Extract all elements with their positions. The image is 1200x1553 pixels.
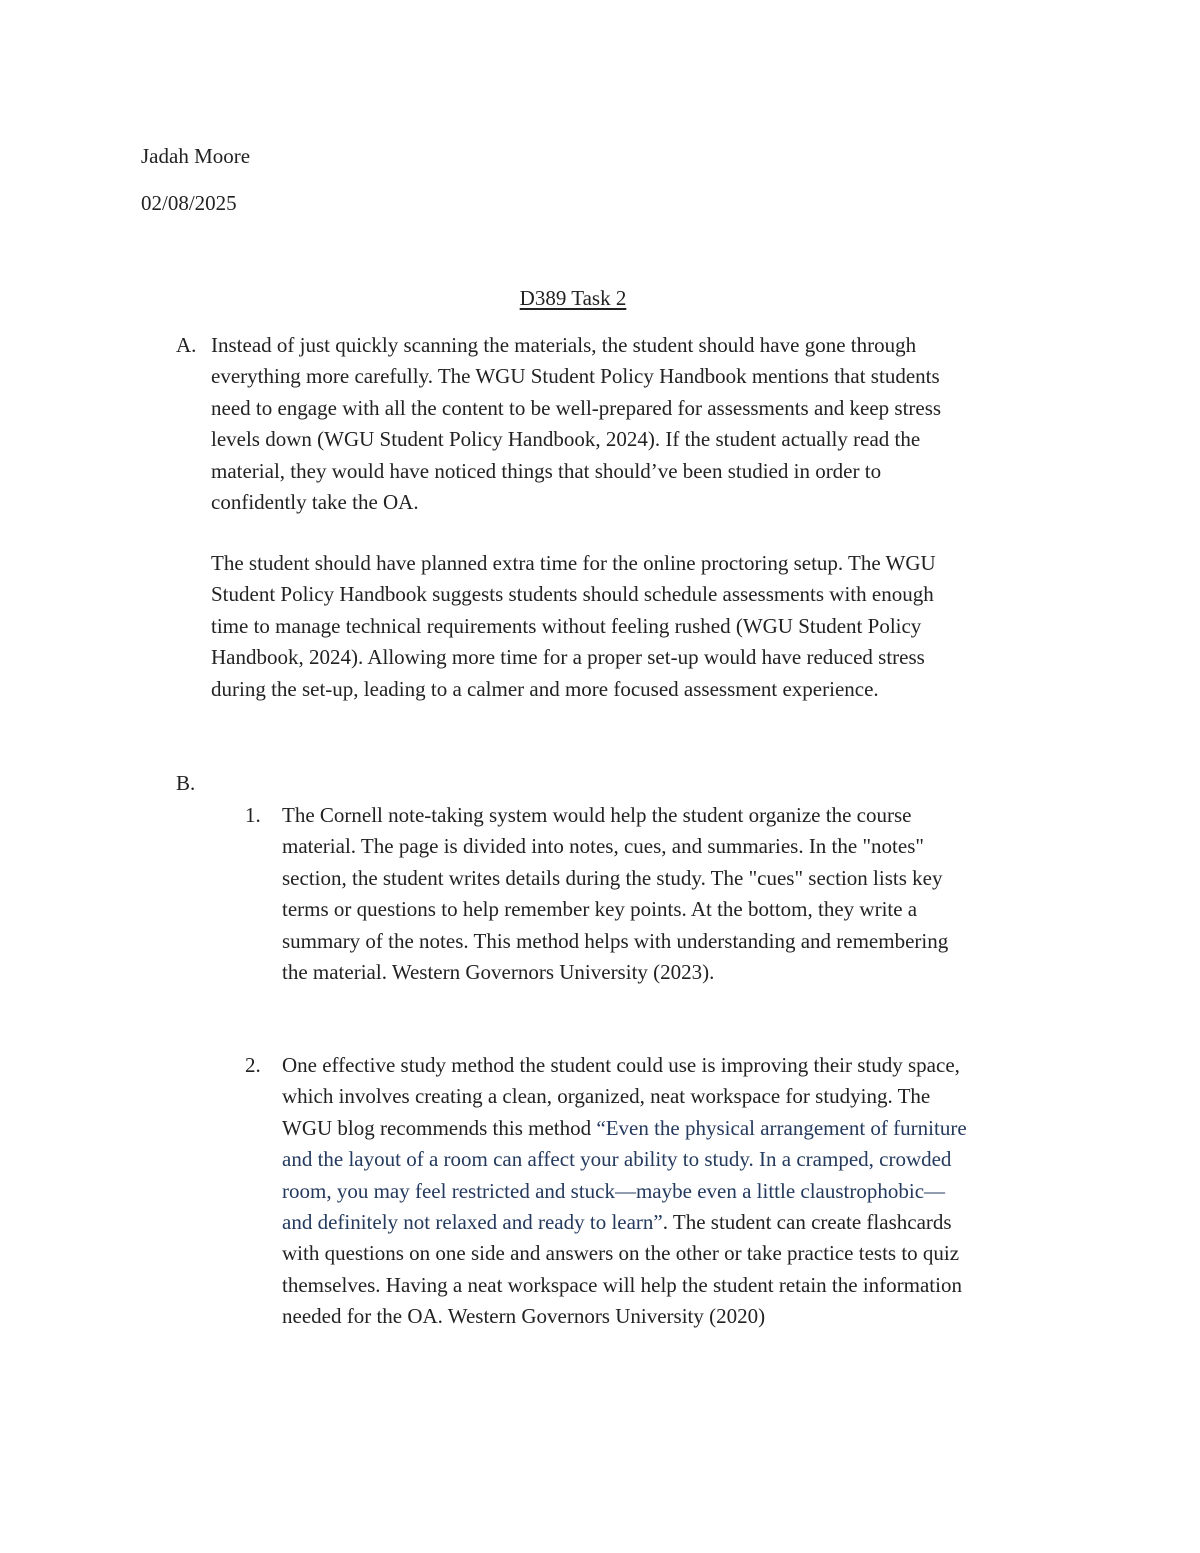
list-item-2-text — [282, 1050, 1082, 1333]
blog-quote: “Even the physical arrangement of furniture — [596, 1115, 967, 1140]
section-a-marker: A. — [176, 333, 197, 357]
text-line: material. The page is divided into notes, cues, and summaries. In the "notes" — [282, 834, 924, 859]
text-line: summary of the notes. This method helps with understanding and remembering — [282, 928, 949, 953]
text-line: Student Policy Handbook suggests students should schedule assessments with enough — [211, 582, 934, 607]
text-line: which involves creating a clean, organized, neat workspace for studying. The — [282, 1084, 931, 1109]
text-line: confidently take the OA. — [211, 490, 419, 515]
text-line — [282, 1113, 1082, 1144]
section-b-marker: B. — [176, 771, 196, 795]
section-a-paragraph-2 — [211, 548, 1071, 705]
blog-quote: and the layout of a room can affect your ability to study. In a cramped, crowded — [282, 1147, 952, 1172]
text-line: Handbook, 2024). Allowing more time for a proper set-up would have reduced stress — [211, 645, 925, 670]
blog-quote: and definitely not relaxed and ready to learn” — [282, 1210, 663, 1235]
text-line: time to manage technical requirements without feeling rushed (WGU Student Policy — [211, 613, 922, 638]
text-line: needed for the OA. Western Governors University (2020) — [282, 1304, 766, 1329]
text-line: material, they would have noticed things that should’ve been studied in order to — [211, 458, 882, 483]
text-line: section, the student writes details during the study. The "cues" section lists key — [282, 865, 943, 890]
text-line: The Cornell note-taking system would help the student organize the course — [282, 803, 912, 827]
text-line: levels down (WGU Student Policy Handbook, 2024). If the student actually read the — [211, 427, 921, 452]
list-item-1-text — [282, 800, 1082, 988]
document-title: D389 Task 2 — [519, 286, 627, 310]
list-item-number: 1. — [245, 803, 261, 827]
text-line: One effective study method the student could use is improving their study space, — [282, 1053, 960, 1077]
author-name: Jadah Moore — [141, 144, 251, 168]
text-segment: . The student can create flashcards — [662, 1210, 952, 1235]
blog-quote: room, you may feel restricted and stuck—maybe even a little claustrophobic— — [282, 1178, 946, 1203]
list-item-number: 2. — [245, 1053, 261, 1077]
text-line: during the set-up, leading to a calmer and more focused assessment experience. — [211, 676, 879, 701]
text-line: the material. Western Governors University (2023). — [282, 960, 715, 985]
text-line: terms or questions to help remember key points. At the bottom, they write a — [282, 897, 918, 922]
text-line — [282, 1207, 1082, 1238]
text-segment: WGU blog recommends this method — [282, 1115, 597, 1140]
text-line: need to engage with all the content to be well-prepared for assessments and keep stress — [211, 395, 942, 420]
text-line: with questions on one side and answers on the other or take practice tests to quiz — [282, 1241, 960, 1266]
text-line: The student should have planned extra time for the online proctoring setup. The WGU — [211, 551, 936, 575]
document-date: 02/08/2025 — [141, 191, 237, 215]
text-line: everything more carefully. The WGU Student Policy Handbook mentions that students — [211, 364, 940, 389]
section-a-paragraph-1 — [211, 330, 1071, 518]
text-line: Instead of just quickly scanning the materials, the student should have gone through — [211, 333, 917, 357]
text-line: themselves. Having a neat workspace will help the student retain the information — [282, 1272, 962, 1297]
